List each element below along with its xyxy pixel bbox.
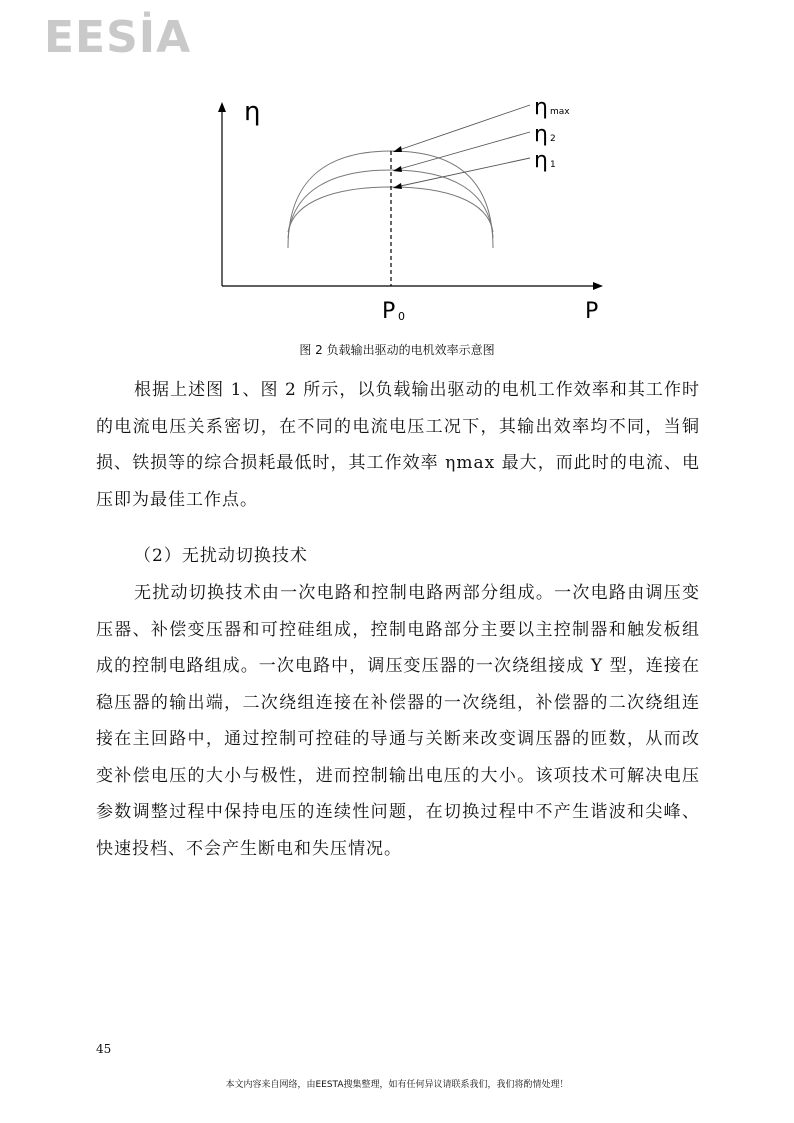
- efficiency-diagram: [200, 80, 620, 330]
- eta-max-pointer-head: [393, 146, 402, 152]
- y-axis-arrow: [218, 102, 226, 112]
- p0-subscript: 0: [398, 310, 405, 323]
- eta1-subscript: 1: [550, 160, 556, 170]
- y-axis-label: η: [244, 97, 261, 127]
- paragraph-efficiency: 根据上述图 1、图 2 所示，以负载输出驱动的电机工作效率和其工作时的电流电压关系密切，在不同的电流电压工况下，其输出效率均不同，当铜损、铁损等的综合损耗最低时，其工作效率 ηmax 最大，而此时的电流、电压即为最佳工作点。: [96, 380, 700, 510]
- p0-label: P: [382, 299, 396, 324]
- eta2-pointer-head: [393, 166, 402, 172]
- paragraph-switching: 无扰动切换技术由一次电路和控制电路两部分组成。一次电路由调压变压器、补偿变压器和可控硅组成，控制电路部分主要以主控制器和触发板组成的控制电路组成。一次电路中，调压变压器的一次绕组接成 Y 型，连接在稳压器的输出端，二次绕组连接在补偿器的一次绕组，补偿器的二次绕组连接在主回路中，通过控制可控硅的导通与关断来改变调压器的匝数，从而改变补偿电压的大小与极性，进而控制输出电压的大小。该项技术可解决电压参数调整过程中保持电压的连续性问题，在切换过程中不产生谐波和尖峰、快速投档、不会产生断电和失压情况。: [96, 583, 700, 859]
- eta-max-label: η: [534, 95, 548, 120]
- efficiency-figure: [200, 80, 620, 330]
- eta2-subscript: 2: [550, 134, 556, 144]
- x-axis-arrow: [593, 282, 603, 290]
- footer-disclaimer: 本文内容来自网络，由EESTA搜集整理，如有任何异议请联系我们，我们将酌情处理！: [225, 1080, 569, 1090]
- eta1-pointer-head: [393, 183, 402, 189]
- eesia-logo: EESİA: [44, 12, 192, 63]
- eta-max-pointer: [396, 105, 530, 151]
- section-heading: （2）无扰动切换技术: [134, 546, 308, 566]
- figure-caption: 图 2 负载输出驱动的电机效率示意图: [299, 343, 495, 357]
- eta-max-subscript: max: [550, 107, 570, 117]
- eta1-label: η: [534, 148, 548, 173]
- x-axis-label: P: [585, 299, 599, 324]
- eta2-label: η: [534, 122, 548, 147]
- eta1-pointer: [396, 158, 530, 187]
- eta2-pointer: [396, 132, 530, 170]
- page-number: 45: [96, 1042, 112, 1056]
